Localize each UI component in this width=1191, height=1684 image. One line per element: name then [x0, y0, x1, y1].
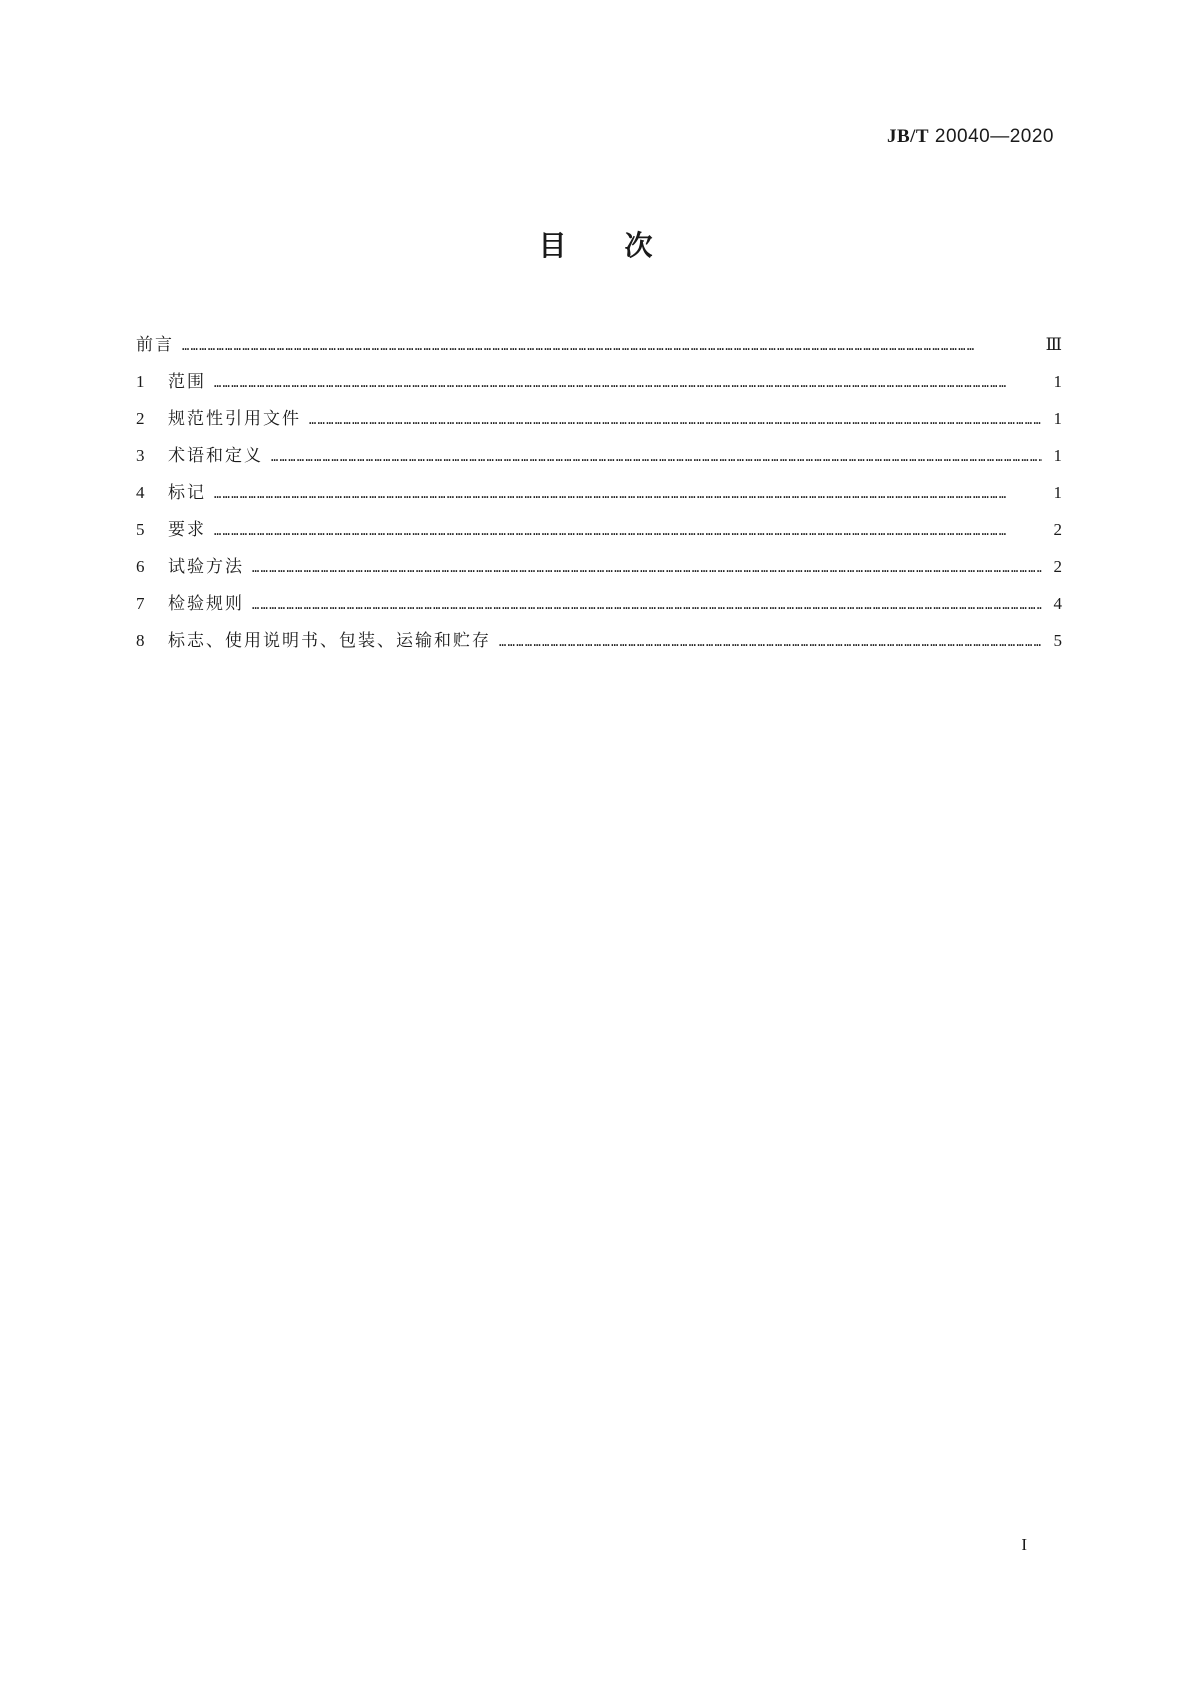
page-number: I	[1021, 1535, 1027, 1554]
toc-dot-leader	[252, 550, 1042, 587]
toc-entry-number: 5	[136, 520, 145, 539]
toc-entry-number: 6	[136, 557, 145, 576]
toc-entry-6[interactable]	[136, 548, 1062, 585]
toc-entry-number: 8	[136, 631, 145, 650]
toc-entry-8[interactable]	[136, 622, 1062, 659]
toc-entry-label: 试验方法	[168, 557, 244, 577]
toc-entry-label: 前言	[136, 335, 174, 355]
toc-dot-leader	[182, 328, 1038, 365]
toc-entry-4[interactable]	[136, 474, 1062, 511]
toc-entry-label: 检验规则	[168, 594, 244, 614]
toc-entry-5[interactable]	[136, 511, 1062, 548]
toc-entry-number: 1	[136, 372, 145, 391]
toc-entry-number: 3	[136, 446, 145, 465]
toc-entry-2[interactable]	[136, 400, 1062, 437]
page-title: 目次	[538, 229, 711, 262]
toc-entry-page: 1	[1053, 372, 1062, 391]
toc-dot-leader	[214, 476, 1042, 513]
toc-entry-page: 5	[1053, 631, 1062, 650]
toc-entry-page: 2	[1053, 520, 1062, 539]
toc-entry-label: 规范性引用文件	[168, 409, 301, 429]
toc-dot-leader	[309, 402, 1042, 439]
toc-entry-number: 4	[136, 483, 145, 502]
toc-entry-page: 1	[1053, 446, 1062, 465]
toc-dot-leader	[214, 513, 1042, 550]
toc-entry-1[interactable]	[136, 363, 1062, 400]
toc-entry-page: 4	[1053, 594, 1062, 613]
toc-entry-label: 标志、使用说明书、包装、运输和贮存	[168, 631, 491, 651]
toc-entry-7[interactable]	[136, 585, 1062, 622]
document-code-number: 20040—2020	[934, 126, 1054, 147]
toc-entry-label: 标记	[168, 483, 206, 503]
toc-entry-number: 7	[136, 594, 145, 613]
toc-dot-leader	[499, 624, 1042, 661]
toc-entry-label: 范围	[168, 372, 206, 392]
toc-entry-number: 2	[136, 409, 145, 428]
toc-entry-page: 1	[1053, 483, 1062, 502]
document-code	[887, 126, 1054, 148]
toc-entry-page: 2	[1053, 557, 1062, 576]
toc-dot-leader	[214, 365, 1042, 402]
toc-entry-label: 要求	[168, 520, 206, 540]
toc-entry-3[interactable]	[136, 437, 1062, 474]
toc-entry-page: 1	[1053, 409, 1062, 428]
toc-entry-label: 术语和定义	[168, 446, 263, 466]
toc-dot-leader	[271, 439, 1042, 476]
toc-dot-leader	[252, 587, 1042, 624]
toc-entry-foreword[interactable]	[136, 326, 1062, 363]
table-of-contents	[136, 326, 1062, 659]
document-code-prefix: JB/T	[886, 126, 930, 147]
toc-entry-page: Ⅲ	[1045, 335, 1062, 354]
